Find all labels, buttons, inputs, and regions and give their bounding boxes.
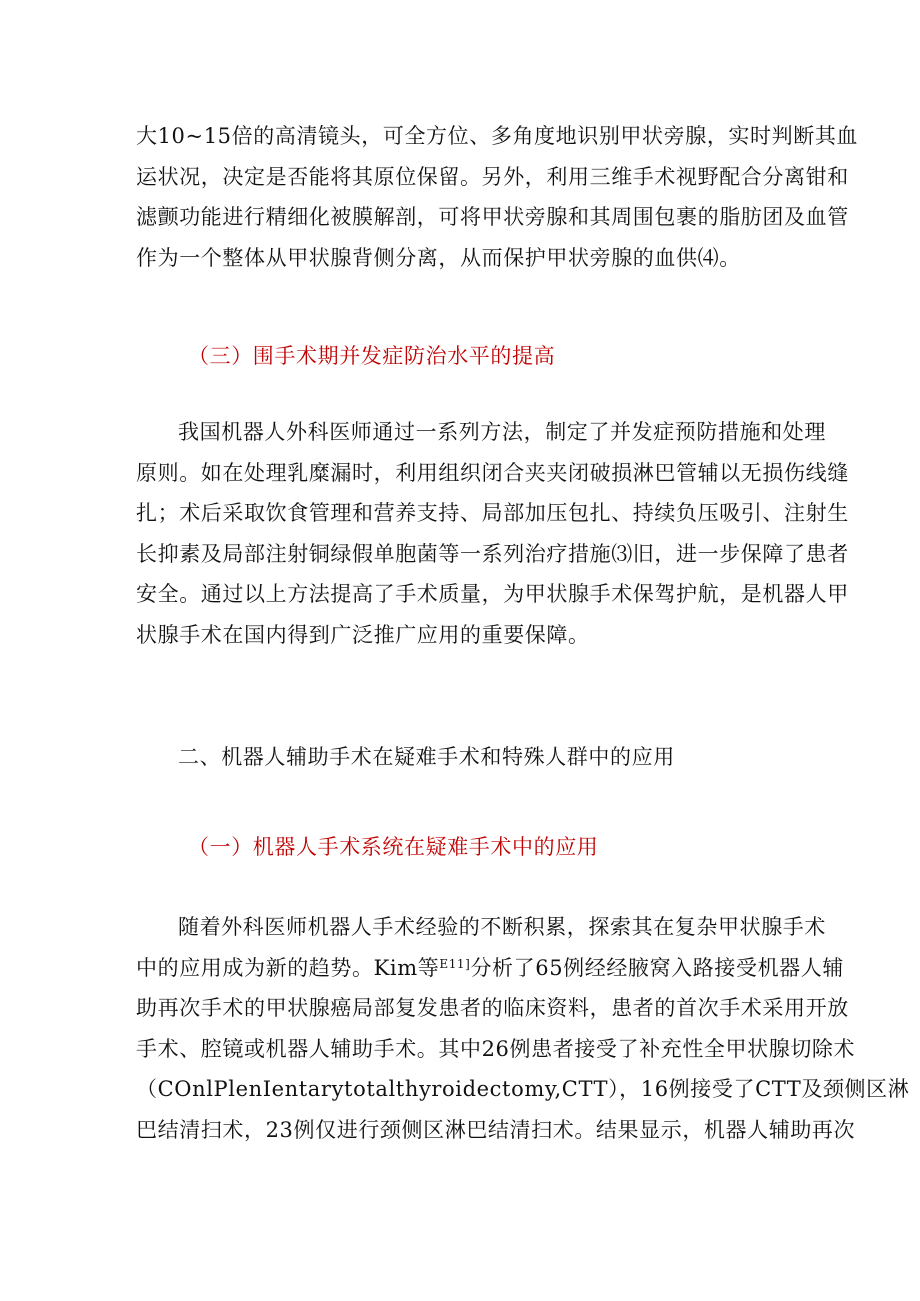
subsection-heading-1: （一）机器人手术系统在疑难手术中的应用 — [188, 835, 599, 859]
text-segment: 中的应用成为新的趋势。Kim等 — [136, 955, 440, 980]
text-line: 长抑素及局部注射铜绿假单胞菌等一系列治疗措施⑶旧，进一步保障了患者 — [136, 541, 849, 566]
text-line: 手术、腔镜或机器人辅助手术。其中26例患者接受了补充性全甲状腺切除术 — [136, 1036, 856, 1061]
text-line: 运状况，决定是否能将其原位保留。另外，利用三维手术视野配合分离钳和 — [136, 164, 849, 189]
paragraph-difficult-surgery — [136, 907, 910, 1150]
text-line: 扎；术后采取饮食管理和营养支持、局部加压包扎、持续负压吸引、注射生 — [136, 501, 849, 525]
text-line: 我国机器人外科医师通过一系列方法，制定了并发症预防措施和处理 — [178, 420, 826, 444]
text-line: 原则。如在处理乳糜漏时，利用组织闭合夹夹闭破损淋巴管辅以无损伤线缝 — [136, 460, 849, 485]
paragraph-complications — [136, 412, 849, 655]
subsection-heading-3: （三）围手术期并发症防治水平的提高 — [188, 344, 556, 368]
section-heading-2: 二、机器人辅助手术在疑难手术和特殊人群中的应用 — [178, 745, 675, 769]
text-line-with-citation — [136, 948, 844, 989]
text-line: 状腺手术在国内得到广泛推广应用的重要保障。 — [136, 622, 590, 647]
paragraph-parathyroid — [136, 116, 859, 278]
citation-superscript: E11] — [439, 956, 471, 971]
text-line: 作为一个整体从甲状腺背侧分离，从而保护甲状旁腺的血供⑷。 — [136, 245, 741, 270]
text-line: 随着外科医师机器人手术经验的不断积累，探索其在复杂甲状腺手术 — [178, 915, 826, 939]
text-line: （COnlPlenIentarytotalthyroidectomy,CTT），16例接受了CTT及颈侧区淋 — [136, 1077, 910, 1101]
text-line: 大10~15倍的高清镜头，可全方位、多角度地识别甲状旁腺，实时判断其血 — [136, 124, 859, 148]
text-line: 助再次手术的甲状腺癌局部复发患者的临床资料，患者的首次手术采用开放 — [136, 996, 849, 1020]
text-line: 安全。通过以上方法提高了手术质量，为甲状腺手术保驾护航，是机器人甲 — [136, 582, 849, 606]
text-segment: 分析了65例经经腋窝入路接受机器人辅 — [470, 955, 844, 980]
text-line: 滤颤功能进行精细化被膜解剖，可将甲状旁腺和其周围包裹的脂肪团及血管 — [136, 205, 849, 229]
text-line: 巴结清扫术，23例仅进行颈侧区淋巴结清扫术。结果显示，机器人辅助再次 — [136, 1117, 856, 1142]
